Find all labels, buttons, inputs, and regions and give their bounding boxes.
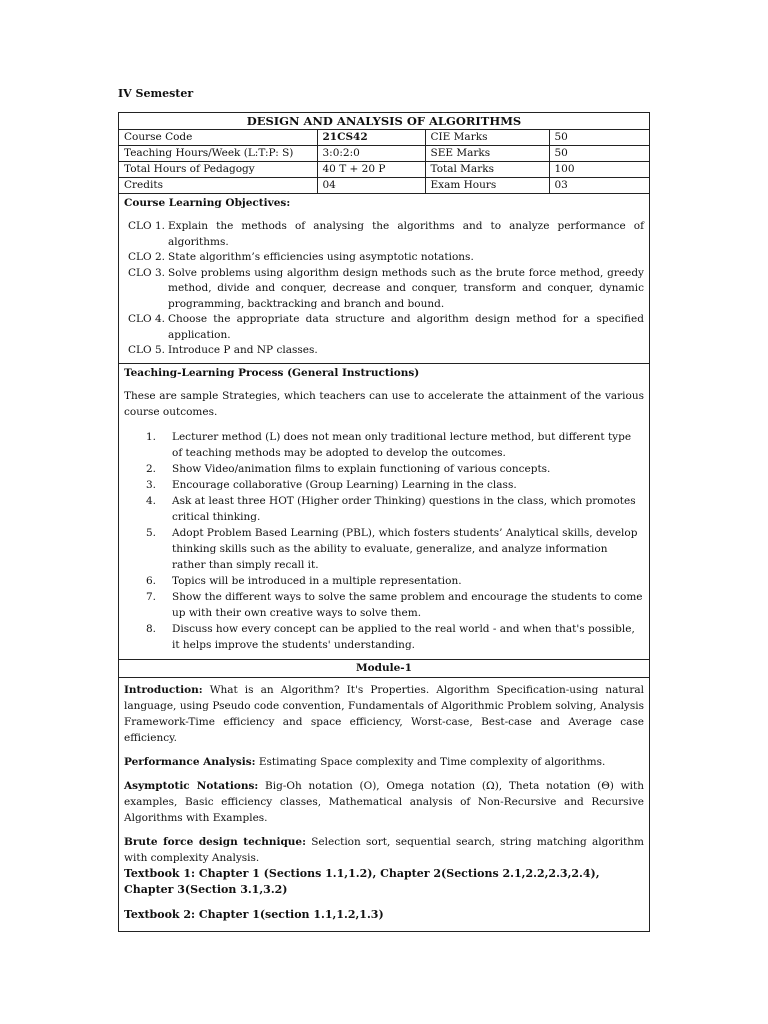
module-topic-text: Selection sort, sequential search, string matching algorithm with complexity Analysis. bbox=[124, 835, 644, 864]
syllabus-sheet bbox=[118, 112, 650, 932]
teaching-item bbox=[146, 573, 644, 589]
info-cell: 03 bbox=[554, 179, 568, 191]
objective-text: Introduce P and NP classes. bbox=[168, 344, 318, 356]
teaching-item-text: Lecturer method (L) does not mean only traditional lecture method, but different type of teaching methods may be adopted to develop the outcomes. bbox=[172, 430, 632, 459]
objective-tag: CLO 2. bbox=[128, 251, 165, 263]
textbook-2-reference: Textbook 2: Chapter 1(section 1.1,1.2,1.3) bbox=[124, 907, 384, 921]
teaching-item bbox=[146, 621, 644, 653]
module-topic bbox=[124, 778, 644, 826]
teaching-item-number: 3. bbox=[146, 478, 157, 491]
module-topic-label: Introduction: bbox=[124, 683, 203, 696]
info-cell: 100 bbox=[549, 162, 649, 178]
teaching-item-number: 7. bbox=[146, 590, 157, 603]
info-cell: Course Code bbox=[119, 130, 317, 146]
info-cell: 40 T + 20 P bbox=[317, 162, 425, 178]
info-row bbox=[119, 178, 649, 194]
teaching-item bbox=[146, 461, 644, 477]
teaching-item-text: Discuss how every concept can be applied to the real world - and when that's possible, it helps improve the students' understanding. bbox=[172, 622, 635, 651]
teaching-section bbox=[119, 364, 649, 660]
objective-tag: CLO 5. bbox=[128, 344, 165, 356]
teaching-item-number: 5. bbox=[146, 526, 157, 539]
module-topic-text: Estimating Space complexity and Time complexity of algorithms. bbox=[255, 755, 606, 768]
module-topic bbox=[124, 682, 644, 746]
objective-text: Solve problems using algorithm design methods such as the brute force method, greedy method, divide and conquer, decrease and conquer, transform and conquer, dynamic programming, backtracking and branch and bound. bbox=[168, 266, 644, 310]
teaching-intro: These are sample Strategies, which teachers can use to accelerate the attainment of the various course outcomes. bbox=[124, 389, 644, 418]
teaching-item bbox=[146, 589, 644, 621]
teaching-item-text: Show the different ways to solve the same problem and encourage the students to come up with their own creative ways to solve them. bbox=[172, 590, 643, 619]
module-topic-text: Big-Oh notation (O), Omega notation (Ω), Theta notation (Θ) with examples, Basic efficiency classes, Mathematical analysis of Non-Recursive and Recursive Algorithms with Examples. bbox=[124, 779, 644, 824]
info-cell: 3:0:2:0 bbox=[317, 146, 425, 162]
teaching-item-number: 2. bbox=[146, 462, 157, 475]
module-content bbox=[119, 678, 649, 932]
objective-text: State algorithm’s efficiencies using asymptotic notations. bbox=[168, 251, 474, 263]
teaching-item-number: 6. bbox=[146, 574, 157, 587]
info-cell: 21CS42 bbox=[317, 130, 425, 146]
objectives-heading: Course Learning Objectives: bbox=[124, 197, 291, 209]
teaching-item-text: Show Video/animation films to explain functioning of various concepts. bbox=[172, 462, 551, 475]
teaching-item-text: Ask at least three HOT (Higher order Thinking) questions in the class, which promotes critical thinking. bbox=[172, 494, 636, 523]
objectives-list bbox=[128, 219, 644, 359]
info-cell: Credits bbox=[119, 178, 317, 194]
teaching-item bbox=[146, 429, 644, 461]
teaching-item-text: Encourage collaborative (Group Learning) Learning in the class. bbox=[172, 478, 517, 491]
info-cell: 50 bbox=[549, 130, 649, 146]
objective-tag: CLO 4. bbox=[128, 313, 165, 325]
teaching-item bbox=[146, 493, 644, 525]
info-cell: Total Marks bbox=[425, 162, 549, 178]
info-cell: Teaching Hours/Week (L:T:P: S) bbox=[119, 146, 317, 162]
objective-text: Explain the methods of analysing the algorithms and to analyze performance of algorithms. bbox=[168, 220, 644, 248]
objectives-section bbox=[119, 194, 649, 364]
info-row bbox=[119, 130, 649, 146]
teaching-item-number: 1. bbox=[146, 430, 157, 443]
info-cell: CIE Marks bbox=[425, 130, 549, 146]
course-info-section bbox=[119, 130, 649, 194]
info-cell: Exam Hours bbox=[425, 178, 549, 194]
course-info-table bbox=[119, 130, 649, 193]
info-row bbox=[119, 162, 649, 178]
info-cell: 50 bbox=[549, 146, 649, 162]
teaching-item-text: Adopt Problem Based Learning (PBL), which fosters students’ Analytical skills, develop thinking skills such as the ability to evaluate, generalize, and analyze information rather than simply recall it. bbox=[172, 526, 638, 571]
module-sections bbox=[124, 682, 644, 866]
course-title: DESIGN AND ANALYSIS OF ALGORITHMS bbox=[119, 113, 649, 130]
teaching-item bbox=[146, 477, 644, 493]
module-title: Module-1 bbox=[119, 660, 649, 678]
teaching-item bbox=[146, 525, 644, 573]
module-topic bbox=[124, 834, 644, 866]
objective-item bbox=[128, 219, 644, 250]
objective-item bbox=[128, 250, 644, 266]
objective-text: Choose the appropriate data structure and algorithm design method for a specified application. bbox=[168, 313, 644, 341]
objective-tag: CLO 1. bbox=[128, 220, 165, 232]
teaching-item-number: 4. bbox=[146, 494, 157, 507]
textbook-1-reference: Textbook 1: Chapter 1 (Sections 1.1,1.2), Chapter 2(Sections 2.1,2.2,2.3,2.4), Chapter 3(Section 3.1,3.2) bbox=[124, 866, 600, 896]
module-topic bbox=[124, 754, 644, 770]
objective-item bbox=[128, 312, 644, 343]
teaching-heading: Teaching-Learning Process (General Instructions) bbox=[124, 366, 420, 379]
module-topic-label: Asymptotic Notations: bbox=[124, 779, 259, 792]
module-topic-text: What is an Algorithm? It's Properties. Algorithm Specification-using natural language, using Pseudo code convention, Fundamentals of Algorithmic Problem solving, Analysis Framework-Time efficiency and space efficiency, Worst-case, Best-case and Average case efficiency. bbox=[124, 683, 644, 744]
objective-tag: CLO 3. bbox=[128, 266, 165, 279]
objective-item bbox=[128, 266, 644, 313]
info-cell: 04 bbox=[317, 178, 425, 194]
teaching-list bbox=[146, 429, 644, 653]
objective-item bbox=[128, 343, 644, 359]
info-cell: Total Hours of Pedagogy bbox=[119, 162, 317, 178]
info-row bbox=[119, 146, 649, 162]
module-topic-label: Brute force design technique: bbox=[124, 835, 306, 848]
teaching-item-number: 8. bbox=[146, 622, 157, 635]
module-topic-label: Performance Analysis: bbox=[124, 755, 256, 768]
semester-label: IV Semester bbox=[118, 87, 194, 100]
teaching-item-text: Topics will be introduced in a multiple representation. bbox=[172, 574, 462, 587]
info-cell: SEE Marks bbox=[425, 146, 549, 162]
